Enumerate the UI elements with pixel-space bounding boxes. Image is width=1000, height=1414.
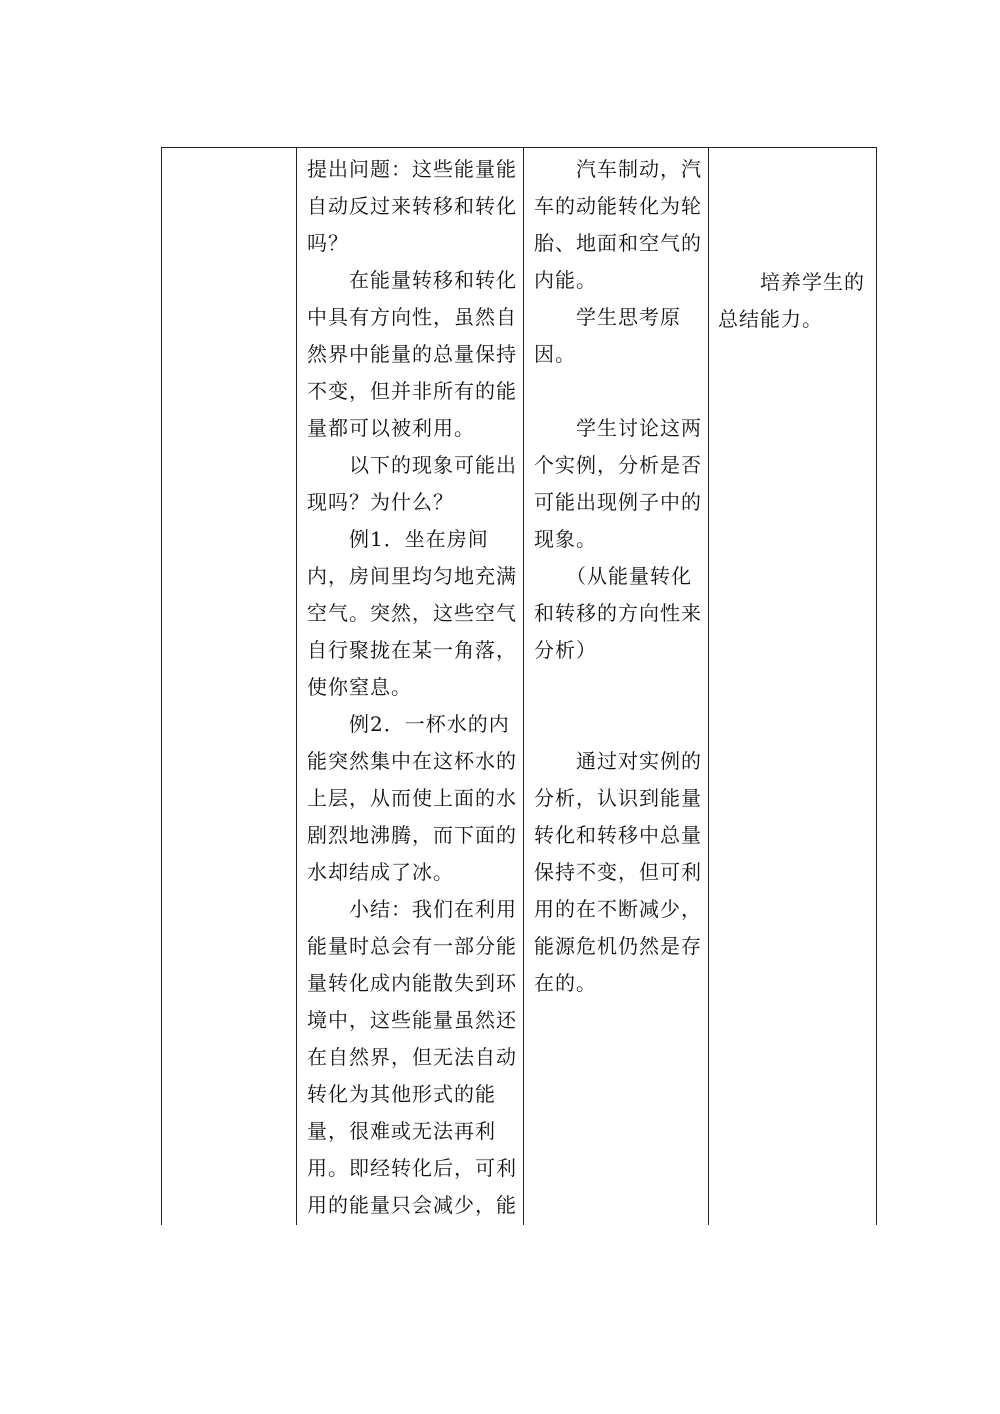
intent-text-line: 总结能力。 (718, 307, 823, 331)
student-text-line: 分析） (534, 638, 597, 662)
student-text-line: 内能。 (534, 268, 597, 292)
teacher-text-line: 量转化成内能散失到环 (307, 971, 517, 995)
student-text-line: 因。 (534, 342, 576, 366)
teacher-text-line: 空气。突然，这些空气 (307, 601, 517, 625)
teacher-text-line: 上层，从而使上面的水 (307, 786, 517, 810)
student-text-line: 个实例，分析是否 (534, 453, 702, 477)
student-text-line: （从能量转化 (534, 564, 692, 588)
teacher-text-line: 水却结成了冰。 (307, 860, 454, 884)
column-divider-3 (708, 147, 709, 1225)
design-intent-cell (718, 147, 868, 338)
teacher-text-line: 现吗？为什么？ (307, 490, 454, 514)
table-right-border (876, 147, 877, 1225)
column-divider-1 (296, 147, 297, 1225)
table-left-border (161, 147, 162, 1225)
student-text-line: 车的动能转化为轮 (534, 194, 702, 218)
teacher-text-line: 例1．坐在房间 (307, 527, 489, 551)
teacher-text-line: 用的能量只会减少，能 (307, 1193, 517, 1217)
teacher-text-line: 小结：我们在利用 (307, 897, 517, 921)
student-text-line: 用的在不断减少， (534, 897, 702, 921)
student-text-line: 通过对实例的 (534, 749, 702, 773)
student-text-line: 分析，认识到能量 (534, 786, 702, 810)
intent-text-line: 培养学生的 (718, 270, 865, 294)
teacher-activity-cell (307, 147, 527, 1224)
student-text-line: 在的。 (534, 971, 597, 995)
teacher-text-line: 能突然集中在这杯水的 (307, 749, 517, 773)
teacher-text-line: 然界中能量的总量保持 (307, 342, 517, 366)
teacher-text-line: 自行聚拢在某一角落， (307, 638, 517, 662)
teacher-text-line: 以下的现象可能出 (307, 453, 517, 477)
teacher-text-line: 不变，但并非所有的能 (307, 379, 517, 403)
student-text-line (534, 373, 704, 410)
teacher-text-line: 在能量转移和转化 (307, 268, 517, 292)
student-text-line: 现象。 (534, 527, 597, 551)
student-text-line: 能源危机仍然是存 (534, 934, 702, 958)
student-text-line (534, 669, 704, 706)
teacher-text-line: 量都可以被利用。 (307, 416, 475, 440)
teacher-text-line: 用。即经转化后，可利 (307, 1156, 517, 1180)
student-text-line: 汽车制动，汽 (534, 157, 702, 181)
teacher-text-line: 剧烈地沸腾，而下面的 (307, 823, 517, 847)
lesson-plan-table (161, 147, 877, 1225)
teacher-text-line: 境中，这些能量虽然还 (307, 1008, 517, 1032)
student-text-line: 胎、地面和空气的 (534, 231, 702, 255)
teacher-text-line: 例2．一杯水的内 (307, 712, 510, 736)
teacher-text-line: 量，很难或无法再利 (307, 1119, 496, 1143)
teacher-text-line: 在自然界，但无法自动 (307, 1045, 517, 1069)
student-text-line: 保持不变，但可利 (534, 860, 702, 884)
teacher-text-line: 能量时总会有一部分能 (307, 934, 517, 958)
teacher-text-line: 内，房间里均匀地充满 (307, 564, 517, 588)
teacher-text-line: 自动反过来转移和转化 (307, 194, 517, 218)
teacher-text-line: 使你窒息。 (307, 675, 412, 699)
student-text-line: 可能出现例子中的 (534, 490, 702, 514)
student-text-line: 转化和转移中总量 (534, 823, 702, 847)
student-text-line (534, 706, 704, 743)
student-text-line: 和转移的方向性来 (534, 601, 702, 625)
student-activity-cell (534, 147, 704, 1002)
teacher-text-line: 中具有方向性，虽然自 (307, 305, 517, 329)
student-text-line: 学生思考原 (534, 305, 681, 329)
teacher-text-line: 转化为其他形式的能 (307, 1082, 496, 1106)
student-text-line: 学生讨论这两 (534, 416, 702, 440)
teacher-text-line: 提出问题：这些能量能 (307, 157, 517, 181)
teacher-text-line: 吗？ (307, 231, 349, 255)
